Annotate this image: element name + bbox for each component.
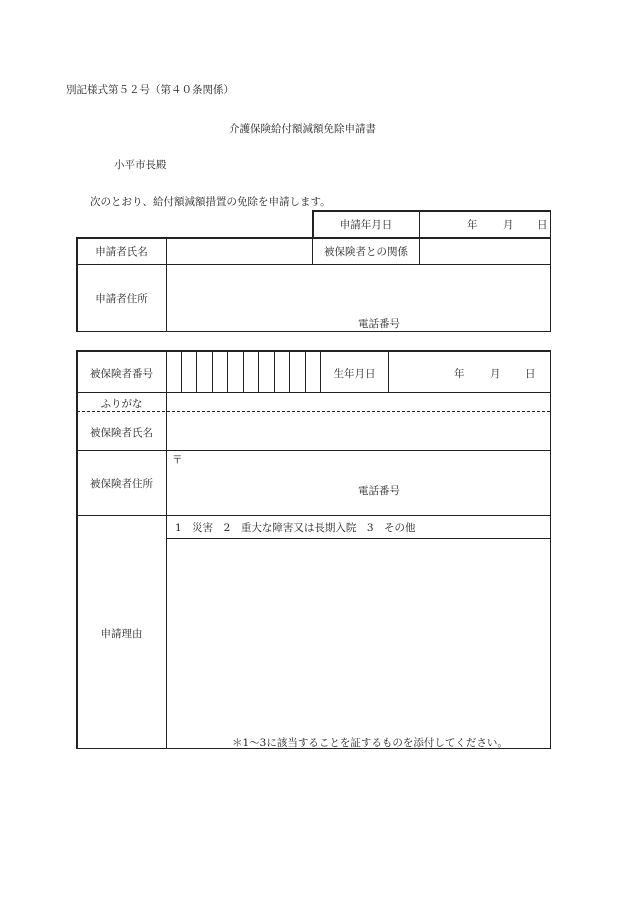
insured-name-field[interactable] [167,412,549,450]
application-day-label: 日 [537,219,548,231]
furigana-field[interactable] [167,393,549,411]
birth-year-label: 年 [454,368,465,380]
addressee: 小平市長殿 [114,159,167,171]
insured-name-label: 被保険者氏名 [90,427,153,439]
reason-label: 申請理由 [100,628,143,640]
birth-date-label: 生年月日 [333,368,376,380]
insured-phone-label: 電話番号 [358,485,400,497]
relation-field[interactable] [420,238,549,264]
reason-options: 1 災害 2 重大な障害又は長期入院 3 その他 [175,522,416,534]
application-date-field[interactable] [420,211,549,236]
postal-mark: 〒 [172,454,183,466]
application-year-label: 年 [467,219,478,231]
form-number: 別記様式第５２号（第４０条関係） [66,84,234,96]
applicant-phone-label: 電話番号 [358,318,400,330]
insured-number-label: 被保険者番号 [90,368,153,380]
relation-label: 被保険者との関係 [324,246,408,258]
attachment-note: ＊1～3に該当することを証するものを添付してください。 [232,737,508,749]
application-date-label: 申請年月日 [339,219,393,231]
document-title: 介護保険給付額減額免除申請書 [229,123,376,135]
applicant-name-label: 申請者氏名 [95,246,148,258]
application-month-label: 月 [503,219,514,231]
insured-address-label: 被保険者住所 [90,478,153,490]
applicant-name-field[interactable] [167,238,312,264]
reason-field[interactable] [167,539,549,729]
applicant-address-label: 申請者住所 [95,293,148,305]
birth-month-label: 月 [490,368,501,380]
furigana-label: ふりがな [100,398,143,410]
birth-day-label: 日 [525,368,536,380]
intro-text: 次のとおり、給付額減額措置の免除を申請します。 [90,196,331,208]
